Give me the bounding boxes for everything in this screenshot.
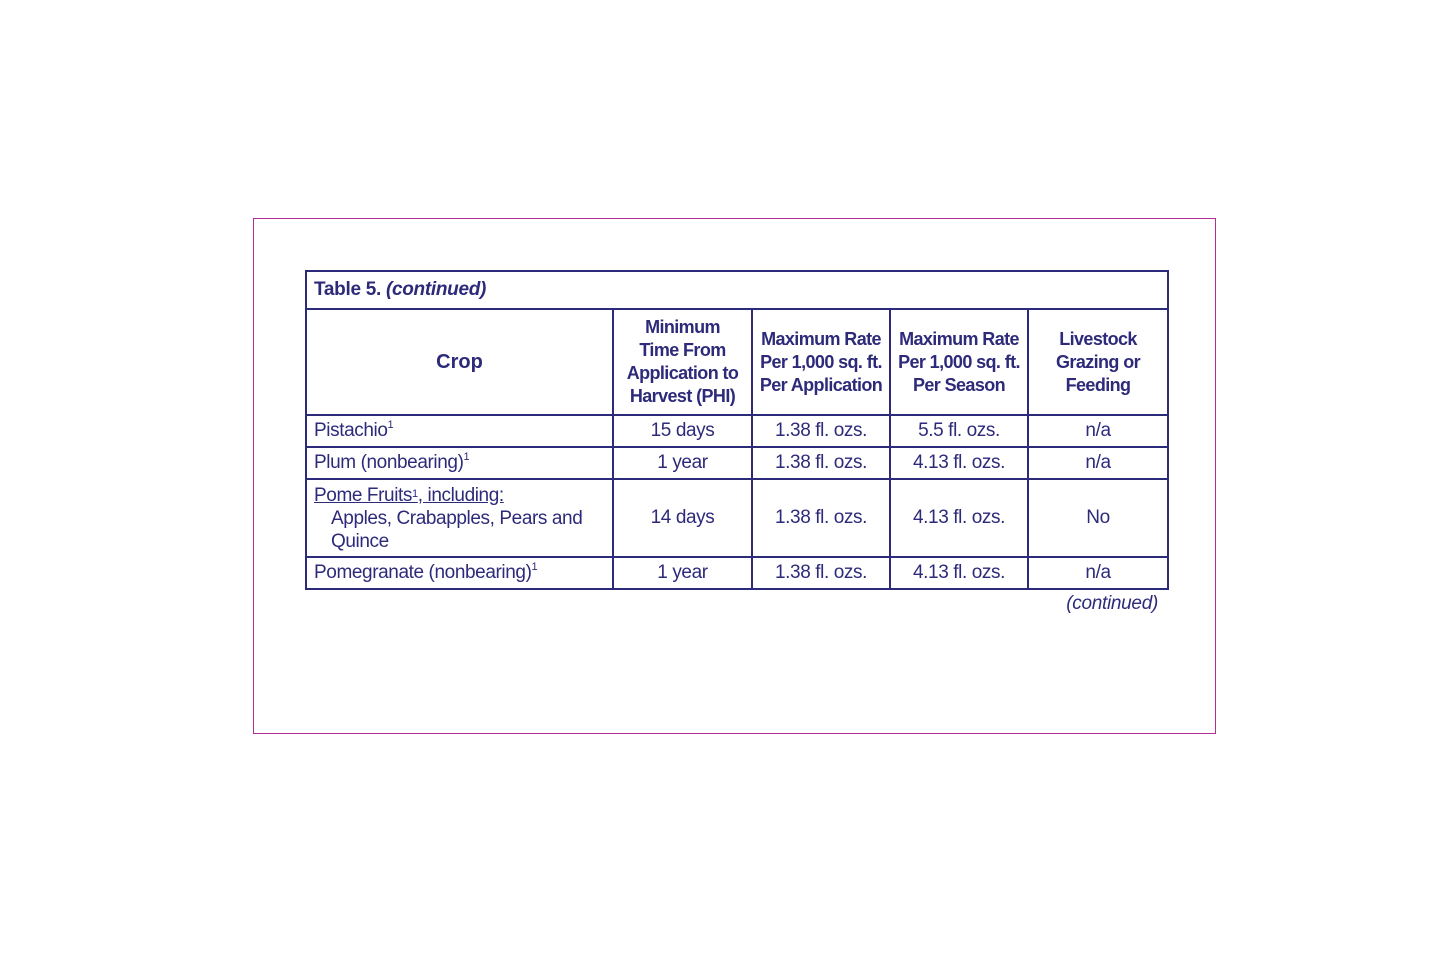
crop-name: Pomegranate (nonbearing) xyxy=(314,562,532,583)
livestock-cell: n/a xyxy=(1028,415,1168,447)
header-rate-season-line: Maximum Rate xyxy=(899,328,1019,349)
header-rate-application-line: Per Application xyxy=(759,374,883,395)
rate-season-cell: 4.13 fl. ozs. xyxy=(890,447,1028,479)
phi-cell: 1 year xyxy=(613,557,752,589)
crop-cell xyxy=(306,415,613,447)
phi-cell: 14 days xyxy=(613,479,752,557)
header-crop xyxy=(306,309,613,415)
header-livestock-line: Livestock xyxy=(1059,328,1137,349)
rate-application-cell: 1.38 fl. ozs. xyxy=(752,447,890,479)
header-crop-line: Crop xyxy=(436,350,483,373)
rate-application-cell: 1.38 fl. ozs. xyxy=(752,415,890,447)
phi-cell: 1 year xyxy=(613,447,752,479)
continued-note: (continued) xyxy=(1066,593,1158,614)
header-rate-application-line: Maximum Rate xyxy=(761,328,881,349)
header-rate-application xyxy=(752,309,890,415)
header-rate-application-line: Per 1,000 sq. ft. xyxy=(760,351,882,372)
footnote-marker: 1 xyxy=(387,419,394,431)
header-phi-line: Minimum xyxy=(645,317,720,337)
phi-cell: 15 days xyxy=(613,415,752,447)
crop-group-title xyxy=(314,485,504,506)
table-caption-row xyxy=(306,271,1168,309)
rate-season-cell: 4.13 fl. ozs. xyxy=(890,557,1028,589)
table-row xyxy=(306,479,1168,557)
crop-name: Pistachio xyxy=(314,420,388,441)
table-row xyxy=(306,447,1168,479)
footnote-marker: 1 xyxy=(463,451,470,463)
header-rate-season xyxy=(890,309,1028,415)
header-livestock-line: Feeding xyxy=(1065,374,1131,395)
header-phi xyxy=(613,309,752,415)
crop-group-name: Pome Fruits xyxy=(314,484,413,506)
livestock-cell: n/a xyxy=(1028,447,1168,479)
crop-cell xyxy=(306,557,613,589)
header-livestock-line: Grazing or xyxy=(1056,351,1141,372)
rate-application-cell: 1.38 fl. ozs. xyxy=(752,479,890,557)
table-caption xyxy=(306,271,1168,309)
footnote-marker: 1 xyxy=(531,561,538,573)
table-row xyxy=(306,415,1168,447)
header-phi-line: Time From xyxy=(639,340,726,360)
crop-rate-table xyxy=(305,270,1169,590)
table-header-row xyxy=(306,309,1168,415)
header-livestock xyxy=(1028,309,1168,415)
table-caption-suffix: (continued) xyxy=(385,279,487,300)
table-caption-prefix: Table 5. xyxy=(314,279,381,300)
rate-application-cell: 1.38 fl. ozs. xyxy=(752,557,890,589)
livestock-cell: No xyxy=(1028,479,1168,557)
footnote-marker: 1 xyxy=(412,487,418,500)
header-phi-line: Harvest (PHI) xyxy=(629,386,736,406)
crop-group-detail: Quince xyxy=(331,530,389,552)
header-rate-season-line: Per Season xyxy=(912,374,1006,395)
header-rate-season-line: Per 1,000 sq. ft. xyxy=(898,351,1020,372)
crop-name: Plum (nonbearing) xyxy=(314,452,464,473)
livestock-cell: n/a xyxy=(1028,557,1168,589)
crop-group-suffix: , including: xyxy=(417,484,504,506)
crop-group-detail: Apples, Crabapples, Pears and xyxy=(331,507,583,529)
crop-cell xyxy=(306,479,613,557)
rate-season-cell: 5.5 fl. ozs. xyxy=(890,415,1028,447)
table-row xyxy=(306,557,1168,589)
rate-season-cell: 4.13 fl. ozs. xyxy=(890,479,1028,557)
header-phi-line: Application to xyxy=(626,363,739,383)
crop-cell xyxy=(306,447,613,479)
